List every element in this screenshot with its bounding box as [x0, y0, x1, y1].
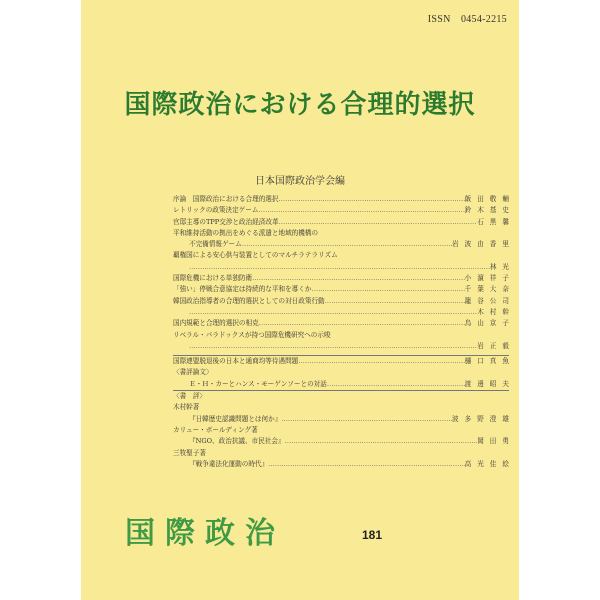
toc-entry: [173, 402, 509, 413]
toc-entry: [173, 330, 509, 341]
toc-entry-title: 平和維持活動の拠出をめぐる派遣と地域的機構の: [173, 228, 319, 237]
toc-entry: [173, 296, 515, 307]
toc-leader-dots: [268, 459, 465, 470]
toc-entry: [173, 273, 515, 284]
toc-entry-author: 小濵祥子: [464, 274, 515, 283]
toc-entry: [173, 425, 509, 436]
toc-entry-title: 『日韓歴史認識問題とは何か』: [189, 414, 282, 423]
toc-entry: [173, 205, 515, 216]
toc-entry-author: 木村幹: [477, 307, 515, 316]
toc-entry: [173, 379, 515, 391]
toc-leader-dots: [189, 307, 477, 318]
journal-logo: 国際政治: [125, 516, 285, 551]
toc-entry-title: 三牧聖子著: [173, 448, 206, 457]
toc-entry-title: 国際危機における単独防衛: [173, 274, 253, 283]
toc-leader-dots: [259, 318, 465, 329]
toc-leader-dots: [285, 436, 478, 447]
toc-leader-dots: [258, 205, 464, 216]
toc-entry-author: 高光佳絵: [464, 459, 515, 468]
toc-entry: [173, 414, 515, 425]
table-of-contents: [173, 194, 515, 470]
toc-entry-author: 岡田勇: [477, 437, 515, 446]
toc-leader-dots: [325, 296, 465, 307]
toc-entry-title: 不完備情報ゲーム: [189, 240, 242, 249]
toc-entry-author: 岩波由香里: [452, 240, 515, 249]
toc-entry-author: 烏山京子: [464, 319, 515, 328]
toc-leader-dots: [327, 379, 465, 390]
toc-entry-title: 覇権国による安心供与装置としてのマルチラテラリズム: [173, 251, 338, 260]
toc-entry-author: 渡邊昭夫: [464, 379, 515, 388]
toc-leader-dots: [189, 262, 490, 273]
issn-number: ISSN 0454-2215: [427, 14, 507, 25]
toc-entry: [173, 355, 515, 367]
toc-entry-author: 林光: [489, 262, 515, 271]
toc-entry: [173, 239, 515, 250]
toc-entry-title: 国内規範と合理的選択の相克: [173, 319, 259, 328]
toc-entry-title: リベラル・パラドックスが持つ国際危機研究への示唆: [173, 330, 331, 339]
toc-entry: [173, 391, 509, 402]
toc-entry-author: 樋口真魚: [464, 357, 515, 366]
journal-cover: [81, 0, 519, 600]
toc-entry: [173, 367, 509, 378]
toc-entry: [173, 448, 509, 459]
toc-leader-dots: [298, 356, 464, 367]
toc-entry: [173, 194, 515, 205]
toc-entry: [173, 228, 509, 239]
toc-entry-author: 鈴木基史: [464, 206, 515, 215]
toc-entry: [173, 341, 515, 352]
toc-leader-dots: [281, 414, 452, 425]
toc-entry: [173, 436, 515, 447]
toc-entry-title: 木村幹著: [173, 403, 200, 412]
toc-entry-title: 『戦争違法化運動の時代』: [189, 459, 269, 468]
toc-entry-author: 籠谷公司: [464, 296, 515, 305]
toc-entry-title: レトリックの政策決定ゲーム: [173, 206, 259, 215]
toc-entry-author: 飯田敬輔: [464, 195, 515, 203]
issue-title: 国際政治における合理的選択: [124, 90, 476, 120]
toc-entry-title: 「強い」停戦合意協定は持続的な平和を導くか: [173, 285, 312, 294]
toc-entry-title: 序論 国際政治における合理的選択: [173, 195, 279, 203]
toc-entry: [173, 318, 515, 329]
toc-leader-dots: [311, 284, 464, 295]
toc-entry-author: 岩正毅: [477, 341, 515, 350]
toc-entry-title: 『NGO、政治抗議、市民社会』: [189, 437, 285, 446]
toc-entry-title: 〈書 評〉: [173, 392, 206, 401]
toc-entry-title: 官邸主導のTPP交渉と政治経済改革: [173, 217, 279, 226]
editor-credit: 日本国際政治学会編: [255, 176, 345, 187]
toc-entry-title: Ｅ・Ｈ・カーとハンス・モーゲンソーとの対話: [189, 379, 327, 388]
toc-leader-dots: [242, 239, 452, 250]
toc-entry: [173, 284, 515, 295]
toc-entry-title: カリュー・ボールディング著: [173, 425, 258, 434]
toc-entry-title: 国際連盟脱退後の日本と通商均等待遇問題: [173, 357, 299, 366]
toc-leader-dots: [189, 341, 477, 352]
toc-entry: [173, 307, 515, 318]
issue-number: 181: [362, 528, 383, 542]
toc-entry-author: 波多野澄雄: [452, 414, 515, 423]
toc-leader-dots: [252, 273, 465, 284]
toc-entry: [173, 262, 515, 273]
toc-entry-author: 石黒馨: [477, 217, 515, 226]
toc-entry: [173, 459, 515, 470]
toc-leader-dots: [279, 217, 478, 228]
toc-entry: [173, 250, 509, 261]
toc-leader-dots: [279, 194, 465, 205]
toc-entry-title: 〈書評論文〉: [173, 368, 213, 377]
toc-entry-title: 韓国政治指導者の合理的選択としての対日政策行動: [173, 296, 325, 305]
toc-entry-author: 千葉大奈: [464, 285, 515, 294]
toc-entry: [173, 217, 515, 228]
